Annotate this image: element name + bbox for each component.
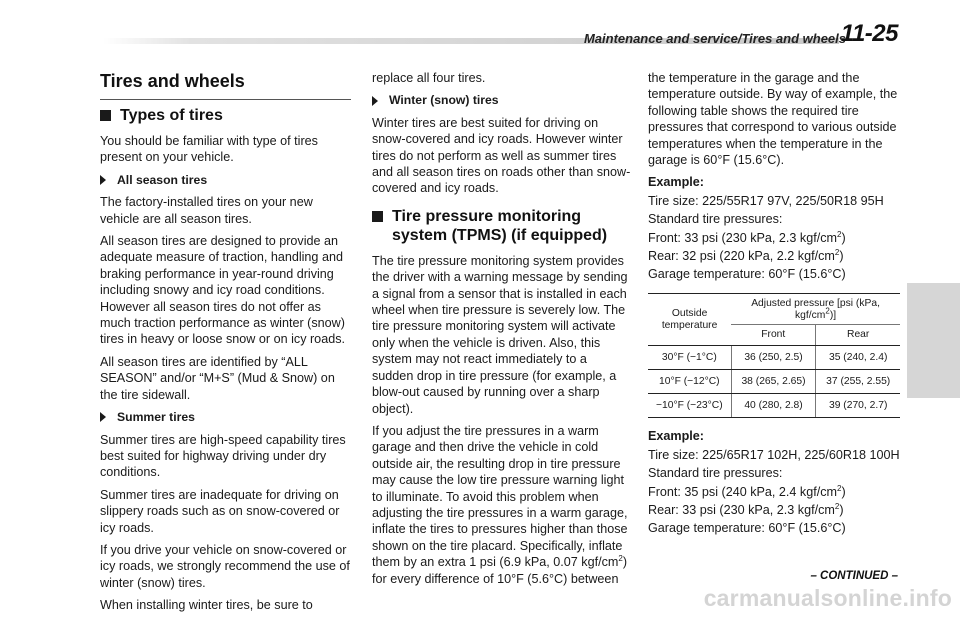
heading-summer — [100, 409, 351, 425]
heading-winter — [372, 92, 631, 108]
paragraph: All season tires are designed to provide an adequate measure of traction, handling and braking performance in year-round driving including snowy and icy road conditions. However all season tires do not offer as much traction performance as winter (snow) tires in heavy or loose snow or on icy roads. — [100, 234, 345, 347]
heading-all-season — [100, 172, 351, 188]
table-row — [648, 370, 900, 394]
table-cell-rear: 39 (270, 2.7) — [816, 394, 900, 418]
heading-tpms — [372, 207, 631, 245]
watermark-link[interactable]: carmanualsonline.info — [703, 585, 952, 611]
section-thumb-tab — [907, 283, 960, 398]
paragraph: If you drive your vehicle on snow-covered or icy roads, we strongly recommend the use of winter (snow) tires. — [100, 542, 350, 590]
triangle-bullet-icon — [372, 96, 378, 106]
table-cell-temp: −10°F (−23°C) — [648, 394, 731, 418]
paragraph: If you adjust the tire pressures in a warm garage and then drive the vehicle in cold outside air, the resulting drop in tire pressure may cause the low tire pressure warning light to illuminate. To avoid this problem when adjusting the tire pressures in a warm garage, inflate the tires to pressures higher than those shown on the tire placard. Specifically, inflate them by an extra 1 psi (6.9 kPa, 0.07 kgf/$cm^2$) for every difference of 10°F (5.6°C) between — [372, 423, 628, 586]
table-header-front: Front — [731, 324, 816, 345]
table-header-outside: Outside temperature — [648, 293, 731, 345]
table-row — [648, 394, 900, 418]
paragraph: the temperature in the garage and the temperature outside. By way of example, the following table shows the required tire pressures that correspond to various outside temperatures when the temperature in the garage is 60°F (15.6°C). — [648, 71, 898, 168]
heading-text: Summer tires — [117, 410, 195, 425]
triangle-bullet-icon — [100, 175, 106, 185]
table-cell-front: 38 (265, 2.65) — [731, 370, 816, 394]
rear-pressure: Rear: 32 psi (220 kPa, 2.2 kgf/$cm^2$) — [648, 247, 844, 264]
front-pressure: Front: 33 psi (230 kPa, 2.3 kgf/$cm^2$) — [648, 229, 846, 245]
table-cell-rear: 35 (240, 2.4) — [816, 346, 900, 370]
running-header-title: Maintenance and service/Tires and wheels — [583, 31, 846, 46]
table-header-adjusted: Adjusted pressure [psi (kPa, kgf/$cm^2$)] — [731, 293, 900, 324]
paragraph: Winter tires are best suited for driving on snow-covered and icy roads. However winter tires do not perform as well as summer tires and all season tires on roads other than snow-covered and icy roads. — [372, 115, 631, 196]
example-label: Example: — [648, 429, 704, 444]
tire-size: Tire size: 225/65R17 102H, 225/60R18 100H — [648, 447, 900, 462]
paragraph: The tire pressure monitoring system provides the driver with a warning message by sending a signal from a sensor that is installed in each wheel when tire pressure is severely low. The tire pressure monitoring system will activate only when the vehicle is driven. Also, this system may not react immediately to a sudden drop in tire pressure (for example, a blow-out caused by running over a sharp object). — [372, 253, 628, 416]
table-cell-temp: 30°F (−1°C) — [648, 346, 731, 370]
column-left — [100, 70, 351, 620]
pressure-table — [648, 293, 900, 418]
rear-pressure: Rear: 33 psi (230 kPa, 2.3 kgf/$cm^2$) — [648, 501, 844, 517]
section-title: Tires and wheels — [100, 70, 351, 100]
table-header-rear: Rear — [816, 324, 900, 345]
front-pressure: Front: 35 psi (240 kPa, 2.4 kgf/$cm^2$) — [648, 483, 846, 499]
example-label: Example: — [648, 175, 704, 190]
table-cell-rear: 37 (255, 2.55) — [816, 370, 900, 394]
heading-types-of-tires — [100, 106, 351, 125]
paragraph: When installing winter tires, be sure to — [100, 598, 313, 613]
table-cell-front: 40 (280, 2.8) — [731, 394, 816, 418]
page-number: 11-25 — [840, 20, 898, 47]
intro-paragraph: You should be familiar with type of tires present on your vehicle. — [100, 134, 318, 165]
table-cell-front: 36 (250, 2.5) — [731, 346, 816, 370]
square-bullet-icon — [372, 211, 383, 222]
paragraph: Summer tires are high-speed capability tires best suited for highway driving under dry conditions. — [100, 432, 346, 480]
square-bullet-icon — [100, 110, 111, 121]
continued-marker: – CONTINUED – — [810, 570, 898, 582]
heading-text: Types of tires — [120, 107, 223, 124]
standard-pressures-label: Standard tire pressures: — [648, 212, 783, 227]
heading-text: Winter (snow) tires — [389, 93, 499, 108]
paragraph: replace all four tires. — [372, 71, 486, 85]
table-cell-temp: 10°F (−12°C) — [648, 370, 731, 394]
garage-temperature: Garage temperature: 60°F (15.6°C) — [648, 267, 846, 282]
triangle-bullet-icon — [100, 412, 106, 422]
garage-temperature: Garage temperature: 60°F (15.6°C) — [648, 521, 846, 536]
table-row — [648, 346, 900, 370]
column-middle — [372, 70, 631, 593]
paragraph: All season tires are identified by “ALL SEASON” and/or “M+S” (Mud & Snow) on the tire sidewall. — [100, 354, 335, 402]
tire-size: Tire size: 225/55R17 97V, 225/50R18 95H — [648, 193, 884, 208]
heading-text: Tire pressure monitoring system (TPMS) (if equipped) — [392, 207, 608, 244]
column-right — [648, 70, 900, 543]
paragraph: The factory-installed tires on your new vehicle are all season tires. — [100, 195, 313, 226]
standard-pressures-label: Standard tire pressures: — [648, 466, 783, 481]
heading-text: All season tires — [117, 172, 208, 187]
paragraph: Summer tires are inadequate for driving on slippery roads such as on snow-covered or icy roads. — [100, 487, 340, 535]
